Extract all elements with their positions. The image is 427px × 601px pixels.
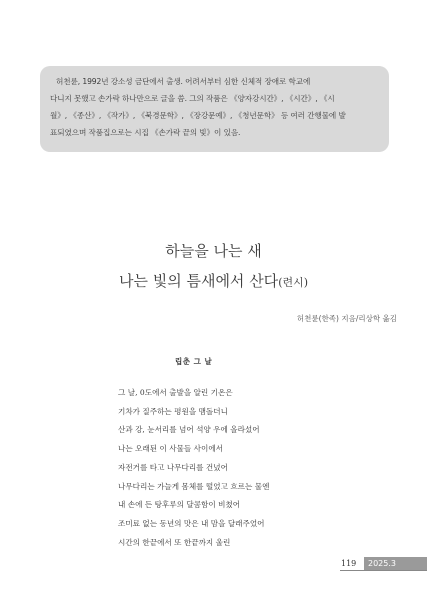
poem-line: 나는 오래된 이 사물들 사이에서	[118, 444, 224, 454]
poem-line: 조미료 없는 동년의 맛은 내 맘을 달래주었어	[118, 518, 265, 528]
poem-line: 나무다리는 가늘게 몸체를 떨었고 흐르는 물엔	[118, 481, 270, 491]
bio-line: 허천륜, 1992년 강소성 금단에서 출생. 어려서부터 심한 신체적 장애로 학교에	[56, 77, 311, 86]
page-number: 119	[341, 559, 357, 568]
poem-line: 내 손에 든 탕후루의 달콤함이 비쳤어	[118, 500, 241, 510]
poem-line: 시간의 한끝에서 또 한끝까지 울린	[118, 537, 231, 547]
bio-line: 다니지 못했고 손가락 하나만으로 글을 씀. 그의 작품은 《양자강시간》, 《시간》, 《시	[50, 94, 335, 103]
poem-line: 기차가 질주하는 평원을 맴돌더니	[118, 406, 228, 416]
poem-line: 산과 강, 눈서리를 넘어 석양 우에 올라섰어	[118, 425, 260, 435]
bio-line: 월》, 《종산》, 《작가》, 《북경문학》, 《장강문예》, 《청년문학》 등 여러 간행물에 발	[50, 111, 346, 120]
article-title-line-2	[0, 270, 427, 291]
poem-line: 그 날, 0도에서 출발을 알린 기온은	[118, 388, 233, 397]
poem-body	[118, 384, 269, 552]
footer-divider	[340, 570, 427, 571]
title-main-text: 나는 빛의 틈새에서 산다	[118, 272, 279, 290]
title-genre-suffix: (련시)	[278, 276, 309, 289]
author-bio-box	[40, 66, 389, 152]
poem-line: 자전거를 타고 나무다리를 건넜어	[118, 462, 228, 472]
issue-badge: 2025.3	[364, 557, 427, 570]
article-title-line-1: 하늘을 나는 새	[165, 242, 262, 260]
bio-line: 표되였으며 작품집으로는 시집 《손가락 끝의 빛》이 있음.	[50, 128, 241, 137]
poem-title: 립춘 그 날	[175, 357, 213, 366]
author-translator-credit: 허천륜(한족) 지음/리상학 옮김	[296, 314, 397, 323]
